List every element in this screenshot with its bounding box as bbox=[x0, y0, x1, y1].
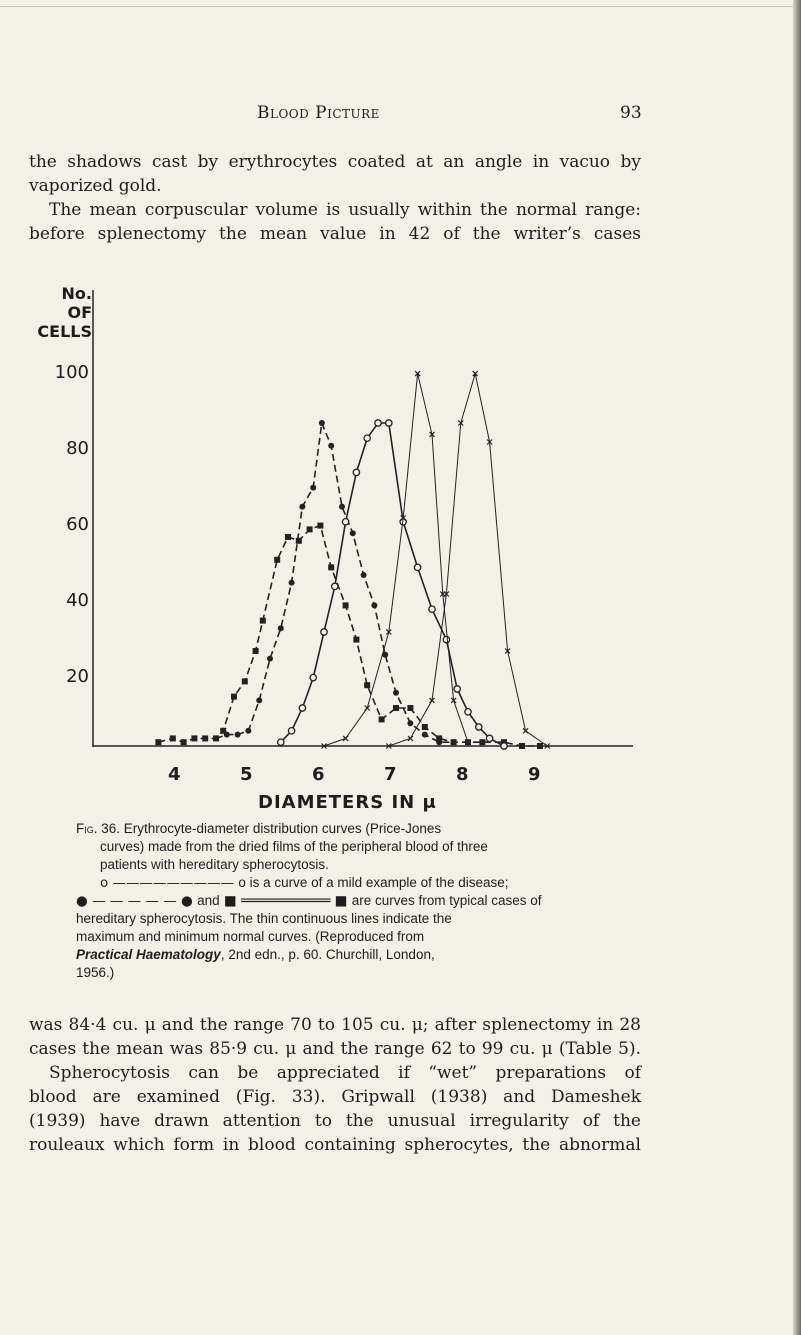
caption-text: hereditary spherocytosis. The thin continuous lines indicate the bbox=[76, 911, 452, 926]
x-tick-label: 9 bbox=[528, 764, 541, 785]
text-line: (1939) have drawn attention to the unusual irregularity of the bbox=[29, 1111, 641, 1131]
data-point bbox=[231, 694, 237, 700]
data-point bbox=[479, 739, 485, 745]
x-axis-title: DIAMETERS IN μ bbox=[258, 792, 437, 813]
data-point bbox=[451, 739, 457, 745]
data-point bbox=[288, 728, 294, 734]
text-line: before splenectomy the mean value in 42 of the writer’s cases bbox=[29, 224, 641, 244]
data-point bbox=[386, 420, 392, 426]
y-axis-label-line: No. bbox=[61, 284, 92, 303]
data-point bbox=[408, 736, 413, 741]
data-point bbox=[342, 519, 348, 525]
data-point bbox=[407, 720, 413, 726]
data-point bbox=[170, 735, 176, 741]
y-axis-label-line: OF bbox=[67, 303, 92, 322]
data-point bbox=[253, 648, 259, 654]
data-point bbox=[486, 735, 492, 741]
caption-text: are curves from typical cases of bbox=[351, 893, 542, 908]
x-tick-label: 8 bbox=[456, 764, 469, 785]
data-point bbox=[307, 526, 313, 532]
caption-text: patients with hereditary spherocytosis. bbox=[100, 857, 329, 872]
data-point bbox=[422, 732, 428, 738]
data-point bbox=[537, 743, 543, 749]
data-point bbox=[476, 724, 482, 730]
data-point bbox=[289, 580, 295, 586]
data-point bbox=[454, 686, 460, 692]
data-point bbox=[361, 572, 367, 578]
data-point bbox=[310, 485, 316, 491]
data-point bbox=[296, 538, 302, 544]
data-point bbox=[353, 637, 359, 643]
data-point bbox=[343, 736, 348, 741]
text-line: rouleaux which form in blood containing spherocytes, the abnormal bbox=[29, 1135, 641, 1155]
running-head: Blood Picture bbox=[257, 103, 380, 123]
data-point bbox=[235, 732, 241, 738]
caption-text: 1956.) bbox=[76, 965, 115, 980]
data-point bbox=[379, 716, 385, 722]
y-tick-label: 60 bbox=[66, 514, 89, 535]
series-line bbox=[389, 374, 547, 746]
data-point bbox=[278, 739, 284, 745]
data-point bbox=[278, 625, 284, 631]
text-line: the shadows cast by erythrocytes coated at an angle in vacuo by bbox=[29, 152, 641, 172]
caption-text: maximum and minimum normal curves. (Reproduced from bbox=[76, 929, 425, 944]
text-line: blood are examined (Fig. 33). Gripwall (1938) and Dameshek bbox=[29, 1087, 641, 1107]
y-axis-label-line: CELLS bbox=[37, 322, 92, 341]
data-point bbox=[501, 743, 507, 749]
filled-dot-legend-icon: ● — — — — — ● bbox=[76, 893, 198, 909]
data-point bbox=[310, 674, 316, 680]
text-line: was 84·4 cu. μ and the range 70 to 105 cu. μ; after splenectomy in 28 bbox=[29, 1015, 641, 1035]
filled-square-legend-icon: ■ ═══════════ ■ bbox=[219, 893, 352, 909]
y-tick-label: 20 bbox=[66, 666, 89, 687]
data-point bbox=[328, 443, 334, 449]
data-point bbox=[519, 743, 525, 749]
data-point bbox=[328, 564, 334, 570]
series-layer bbox=[155, 371, 549, 749]
caption-text: , 2nd edn., p. 60. Churchill, London, bbox=[220, 947, 435, 962]
x-tick-label: 5 bbox=[240, 764, 253, 785]
data-point bbox=[299, 504, 305, 510]
data-point bbox=[242, 678, 248, 684]
data-point bbox=[364, 682, 370, 688]
data-point bbox=[364, 435, 370, 441]
data-point bbox=[375, 420, 381, 426]
series-line bbox=[281, 423, 504, 746]
data-point bbox=[393, 690, 399, 696]
data-point bbox=[393, 705, 399, 711]
data-point bbox=[407, 705, 413, 711]
caption-text: Erythrocyte-diameter distribution curves (Price-Jones bbox=[123, 821, 442, 836]
figure-caption bbox=[76, 820, 606, 982]
data-point bbox=[321, 629, 327, 635]
data-point bbox=[299, 705, 305, 711]
figure-label: Fig. 36. bbox=[76, 821, 121, 836]
caption-text: and bbox=[197, 893, 220, 908]
data-point bbox=[414, 564, 420, 570]
data-point bbox=[332, 583, 338, 589]
open-circle-legend-icon: o ————————— bbox=[100, 875, 239, 891]
text-line: cases the mean was 85·9 cu. μ and the range 62 to 99 cu. μ (Table 5). bbox=[29, 1039, 641, 1059]
data-point bbox=[319, 420, 325, 426]
data-point bbox=[339, 504, 345, 510]
data-point bbox=[343, 602, 349, 608]
data-point bbox=[353, 469, 359, 475]
data-point bbox=[443, 636, 449, 642]
data-point bbox=[224, 732, 230, 738]
data-point bbox=[429, 606, 435, 612]
y-tick-label: 100 bbox=[54, 362, 89, 383]
data-point bbox=[245, 728, 251, 734]
data-point bbox=[155, 739, 161, 745]
data-point bbox=[317, 523, 323, 529]
data-point bbox=[274, 557, 280, 563]
data-point bbox=[213, 735, 219, 741]
page-number: 93 bbox=[620, 103, 642, 123]
caption-book-title: Practical Haematology bbox=[76, 947, 221, 962]
data-point bbox=[422, 724, 428, 730]
data-point bbox=[465, 709, 471, 715]
paragraph-continued bbox=[29, 1013, 641, 1157]
data-point bbox=[371, 602, 377, 608]
text-line: The mean corpuscular volume is usually within the normal range: bbox=[49, 200, 641, 220]
series-line bbox=[158, 526, 540, 746]
text-line: Spherocytosis can be appreciated if “wet” preparations of bbox=[49, 1063, 641, 1083]
x-tick-label: 7 bbox=[384, 764, 397, 785]
caption-text: o is a curve of a mild example of the disease; bbox=[238, 875, 509, 890]
series-5 bbox=[386, 371, 549, 748]
data-point bbox=[267, 656, 273, 662]
data-point bbox=[181, 739, 187, 745]
data-point bbox=[191, 735, 197, 741]
x-tick-label: 6 bbox=[312, 764, 325, 785]
series-1 bbox=[155, 523, 543, 749]
data-point bbox=[260, 618, 266, 624]
y-tick-label: 80 bbox=[66, 438, 89, 459]
x-tick-label: 4 bbox=[168, 764, 181, 785]
text-line: vaporized gold. bbox=[29, 176, 162, 196]
series-3 bbox=[278, 420, 508, 749]
data-point bbox=[436, 739, 442, 745]
data-point bbox=[285, 534, 291, 540]
data-point bbox=[256, 697, 262, 703]
data-point bbox=[202, 735, 208, 741]
caption-text: curves) made from the dried films of the peripheral blood of three bbox=[100, 839, 488, 854]
y-tick-label: 40 bbox=[66, 590, 89, 611]
data-point bbox=[350, 530, 356, 536]
